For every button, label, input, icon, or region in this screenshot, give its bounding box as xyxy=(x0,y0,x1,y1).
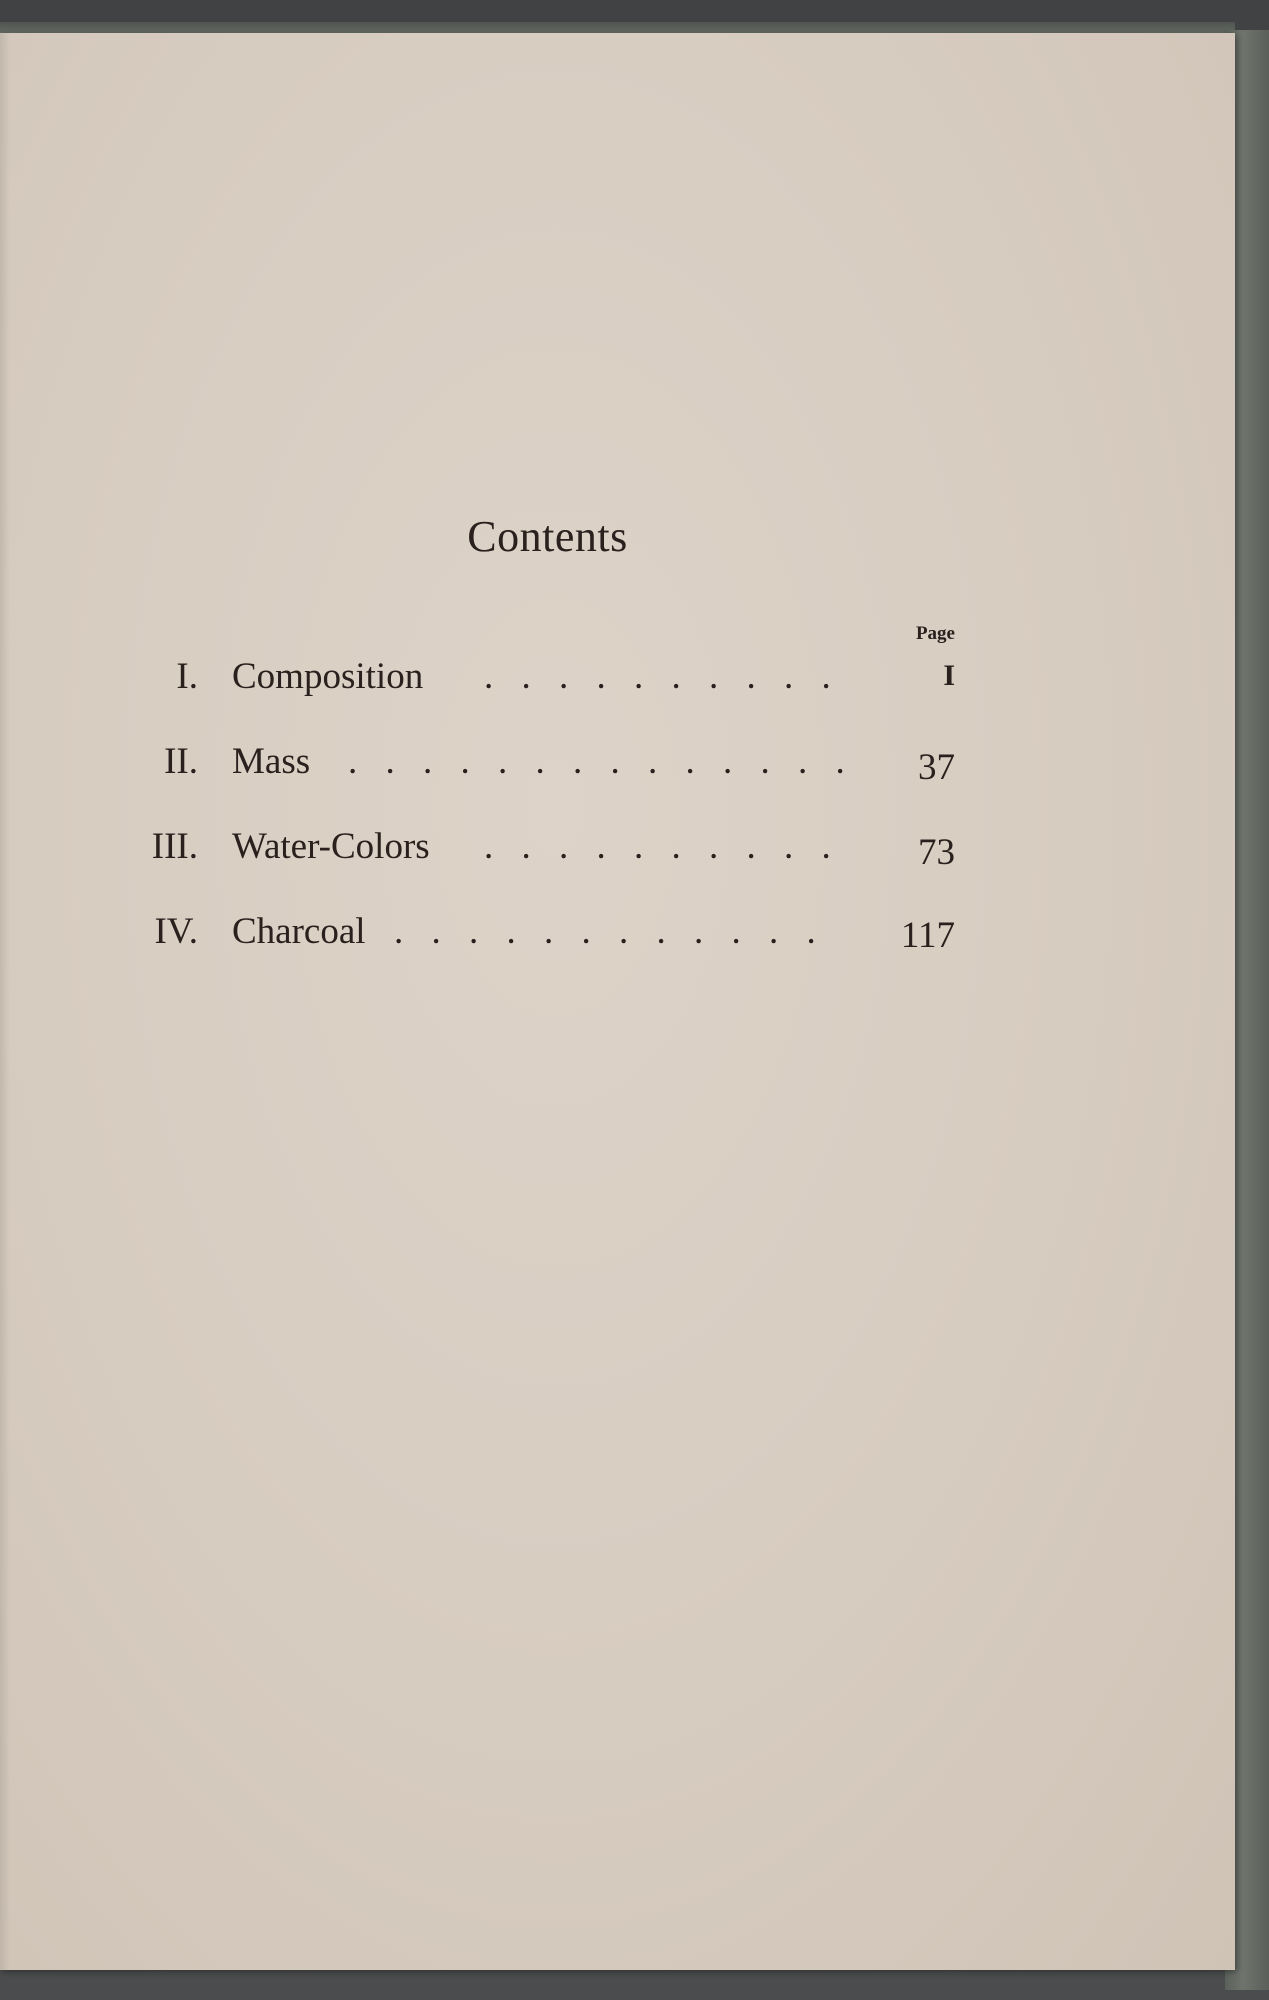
toc-entry-numeral: III. xyxy=(151,826,198,867)
toc-entry-title: Mass xyxy=(232,741,311,782)
toc-entry-page: 117 xyxy=(900,915,955,956)
toc-entry-numeral: IV. xyxy=(154,911,198,952)
toc-entry-page: 73 xyxy=(918,832,955,873)
toc-entry-title: Water-Colors xyxy=(232,826,430,867)
toc-entry-leader: . . . . . . . . . . xyxy=(484,826,831,867)
toc-entry xyxy=(0,825,1235,875)
toc-entry-numeral: II. xyxy=(164,741,198,782)
toc-entry-leader: . . . . . . . . . . xyxy=(484,656,831,697)
toc-entry xyxy=(0,740,1235,790)
toc-entry-leader: . . . . . . . . . . . . . . xyxy=(348,741,845,782)
toc-entry xyxy=(0,910,1235,960)
toc-entry-title: Charcoal xyxy=(232,911,366,952)
contents-heading: Contents xyxy=(467,512,628,561)
page-column-label: Page xyxy=(915,623,955,644)
toc-entry xyxy=(0,655,1235,705)
toc-entry-page: I xyxy=(943,659,955,692)
book-page xyxy=(0,33,1235,1970)
toc-entry-leader: . . . . . . . . . . . . xyxy=(394,911,816,952)
toc-entry-page: 37 xyxy=(918,747,955,788)
toc-entry-numeral: I. xyxy=(176,656,198,697)
toc-entry-title: Composition xyxy=(232,656,424,697)
